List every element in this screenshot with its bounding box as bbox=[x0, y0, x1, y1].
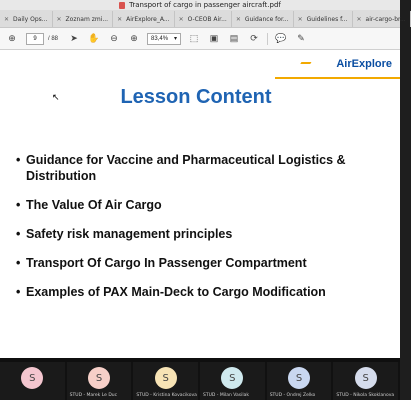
participant-name: STUD - Ondrej Zelko bbox=[269, 393, 316, 398]
bullet-icon: • bbox=[16, 153, 21, 167]
participant-tile[interactable] bbox=[333, 362, 398, 400]
list-item: • The Value Of Air Cargo bbox=[16, 198, 162, 212]
title-bar bbox=[0, 0, 400, 10]
participant-name: STUD - Milan Vasilak bbox=[203, 393, 249, 398]
close-tab-icon[interactable]: ✕ bbox=[117, 15, 123, 23]
list-item: • Guidance for Vaccine and Pharmaceutical Logistics & Distribution bbox=[16, 153, 346, 183]
tab-6[interactable] bbox=[353, 11, 411, 27]
list-item: • Safety risk management principles bbox=[16, 227, 233, 241]
tab-label: Zoznam zmi... bbox=[65, 15, 109, 23]
bullet-icon: • bbox=[16, 256, 21, 270]
tab-label: Guidelines f... bbox=[306, 15, 348, 23]
slide-heading: Lesson Content bbox=[120, 86, 272, 108]
marquee-zoom-icon[interactable]: ⬚ bbox=[189, 33, 199, 43]
fit-page-icon[interactable]: ▣ bbox=[209, 33, 219, 43]
tab-label: Daily Ops... bbox=[13, 15, 48, 23]
zoom-level-select[interactable] bbox=[147, 33, 181, 45]
tab-5[interactable] bbox=[294, 11, 353, 27]
close-tab-icon[interactable]: ✕ bbox=[56, 15, 62, 23]
zoom-out-icon[interactable]: ⊖ bbox=[110, 33, 118, 43]
close-tab-icon[interactable]: ✕ bbox=[356, 15, 362, 23]
close-tab-icon[interactable]: ✕ bbox=[4, 15, 10, 23]
tab-bar bbox=[0, 10, 406, 28]
bullet-icon: • bbox=[16, 285, 21, 299]
zoom-level-value: 83,4% bbox=[151, 35, 169, 42]
airexplore-logo-wing-icon bbox=[299, 62, 312, 67]
avatar: S bbox=[155, 367, 177, 389]
participant-tile[interactable] bbox=[0, 362, 65, 400]
bullet-icon: • bbox=[16, 198, 21, 212]
tab-3[interactable] bbox=[175, 11, 232, 27]
tab-2[interactable] bbox=[113, 11, 175, 27]
hand-tool-icon[interactable]: ✋ bbox=[88, 33, 100, 43]
avatar: S bbox=[288, 367, 310, 389]
pen-annotate-icon[interactable]: ✎ bbox=[297, 33, 305, 43]
page-total: / 88 bbox=[48, 35, 59, 42]
tab-label: Guidance for... bbox=[244, 15, 289, 23]
participant-tile[interactable] bbox=[133, 362, 198, 400]
bullet-icon: • bbox=[16, 227, 21, 241]
zoom-in-icon[interactable]: ⊕ bbox=[130, 33, 138, 43]
mouse-cursor-icon: ↖ bbox=[52, 92, 60, 102]
avatar: S bbox=[21, 367, 43, 389]
chevron-down-icon: ▾ bbox=[174, 36, 178, 42]
pdf-page bbox=[0, 50, 400, 358]
pdf-toolbar bbox=[0, 28, 400, 50]
airexplore-logo: AirExplore bbox=[336, 58, 392, 70]
comment-icon[interactable]: 💬 bbox=[275, 33, 287, 43]
tab-4[interactable] bbox=[232, 11, 294, 27]
tab-label: O-CEOB Air... bbox=[187, 15, 227, 23]
participant-name: STUD - Nikola Skoklanova bbox=[336, 393, 395, 398]
avatar: S bbox=[88, 367, 110, 389]
page-number-input[interactable]: 9 bbox=[26, 33, 44, 45]
participant-strip bbox=[0, 362, 400, 400]
lesson-content-list bbox=[16, 152, 392, 313]
pdf-document-icon bbox=[119, 2, 125, 9]
tab-label: air-cargo-br... bbox=[365, 15, 406, 23]
rotate-icon[interactable]: ⟳ bbox=[250, 33, 258, 43]
close-tab-icon[interactable]: ✕ bbox=[297, 15, 303, 23]
toolbar-divider bbox=[267, 33, 268, 45]
logo-underline bbox=[275, 77, 400, 79]
close-tab-icon[interactable]: ✕ bbox=[235, 15, 241, 23]
fit-width-icon[interactable]: ▤ bbox=[229, 33, 239, 43]
participant-tile[interactable] bbox=[67, 362, 132, 400]
tab-label: AirExplore_A... bbox=[126, 15, 170, 23]
participant-name: STUD - Marek Le Duc bbox=[69, 393, 118, 398]
list-item: • Transport Of Cargo In Passenger Compartment bbox=[16, 256, 307, 270]
avatar: S bbox=[355, 367, 377, 389]
window-title: Transport of cargo in passenger aircraft.pdf bbox=[129, 1, 281, 9]
participant-tile[interactable] bbox=[200, 362, 265, 400]
close-tab-icon[interactable]: ✕ bbox=[178, 15, 184, 23]
select-pointer-icon[interactable]: ➤ bbox=[70, 33, 78, 43]
list-item: • Examples of PAX Main-Deck to Cargo Modification bbox=[16, 285, 326, 299]
page-up-icon[interactable]: ⊕ bbox=[8, 33, 16, 43]
tab-1[interactable] bbox=[53, 11, 114, 27]
tab-0[interactable] bbox=[0, 11, 53, 27]
participant-tile[interactable] bbox=[267, 362, 332, 400]
participant-name: STUD - Kristina Kovacikova bbox=[136, 393, 197, 398]
avatar: S bbox=[221, 367, 243, 389]
